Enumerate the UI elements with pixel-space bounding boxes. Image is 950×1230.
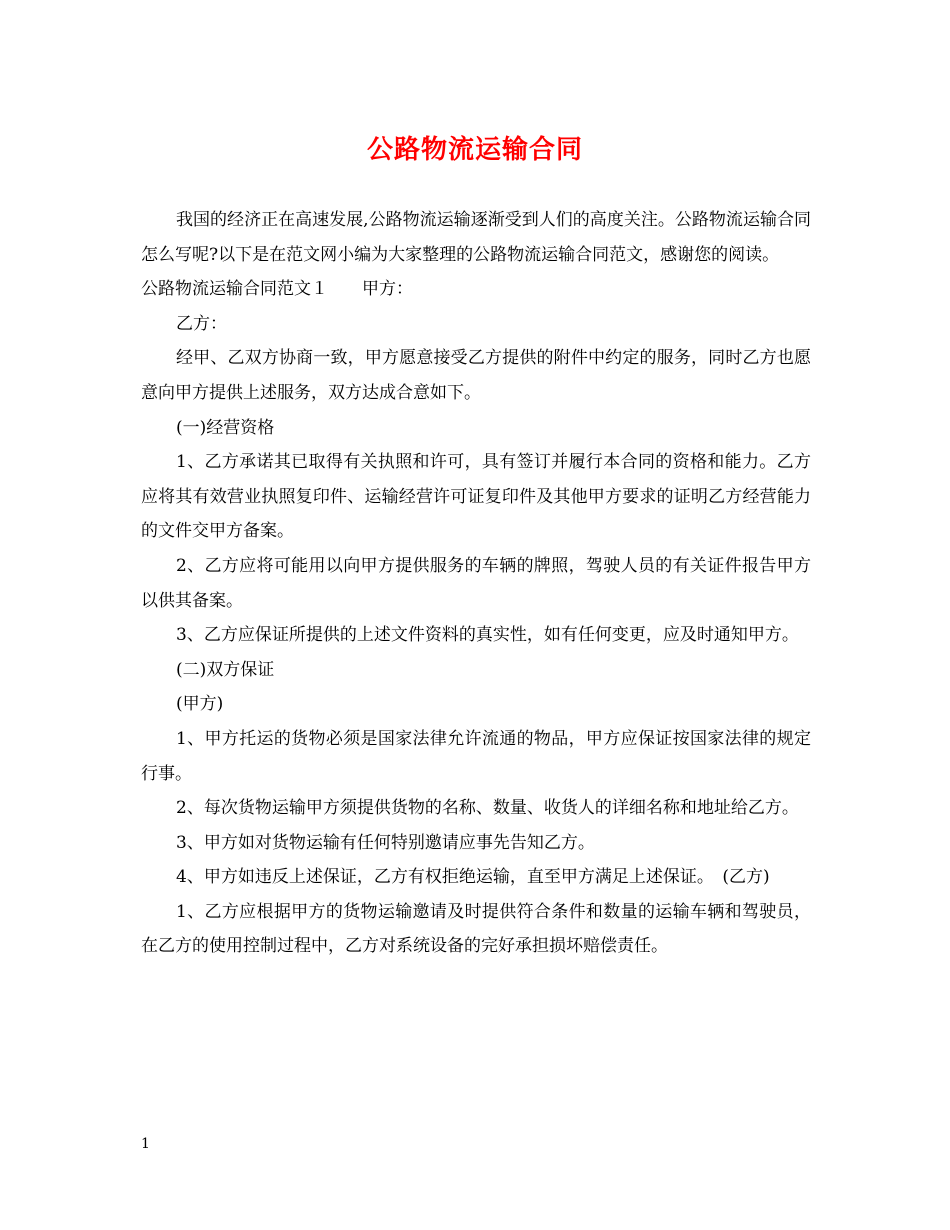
agreement-paragraph: 经甲、乙双方协商一致，甲方愿意接受乙方提供的附件中约定的服务，同时乙方也愿意向甲方提供上述服务，双方达成合意如下。 bbox=[141, 348, 811, 403]
clause-paragraph: 3、甲方如对货物运输有任何特别邀请应事先告知乙方。 bbox=[176, 832, 595, 853]
page-number: 1 bbox=[141, 1136, 150, 1152]
document-body bbox=[141, 203, 811, 964]
document-title: 公路物流运输合同 bbox=[366, 135, 583, 165]
section-heading-guarantees: (二)双方保证 bbox=[176, 659, 275, 680]
intro-paragraph: 我国的经济正在高速发展,公路物流运输逐渐受到人们的高度关注。公路物流运输合同怎么写呢?以下是在范文网小编为大家整理的公路物流运输合同范文，感谢您的阅读。 bbox=[141, 210, 811, 265]
clause-paragraph: 1、乙方应根据甲方的货物运输邀请及时提供符合条件和数量的运输车辆和驾驶员，在乙方的使用控制过程中，乙方对系统设备的完好承担损坏赔偿责任。 bbox=[141, 901, 811, 957]
clause-paragraph: 1、乙方承诺其已取得有关执照和许可，具有签订并履行本合同的资格和能力。乙方应将其有效营业执照复印件、运输经营许可证复印件及其他甲方要求的证明乙方经营能力的文件交甲方备案。 bbox=[141, 452, 811, 542]
section-heading-qualification: (一)经营资格 bbox=[176, 417, 275, 438]
clause-paragraph: 3、乙方应保证所提供的上述文件资料的真实性，如有任何变更，应及时通知甲方。 bbox=[176, 625, 799, 646]
party-b-line: 乙方： bbox=[176, 313, 227, 334]
clause-paragraph: 2、乙方应将可能用以向甲方提供服务的车辆的牌照，驾驶人员的有关证件报告甲方以供其备案。 bbox=[141, 555, 811, 611]
clause-paragraph: 1、甲方托运的货物必须是国家法律允许流通的物品，甲方应保证按国家法律的规定行事。 bbox=[141, 728, 811, 784]
clause-paragraph: 4、甲方如违反上述保证，乙方有权拒绝运输，直至甲方满足上述保证。 (乙方) bbox=[176, 867, 770, 888]
template-heading-line: 公路物流运输合同范文１ 甲方： bbox=[141, 279, 413, 300]
clause-paragraph: 2、每次货物运输甲方须提供货物的名称、数量、收货人的详细名称和地址给乙方。 bbox=[176, 798, 799, 819]
subsection-heading-party-a: (甲方) bbox=[176, 694, 224, 715]
